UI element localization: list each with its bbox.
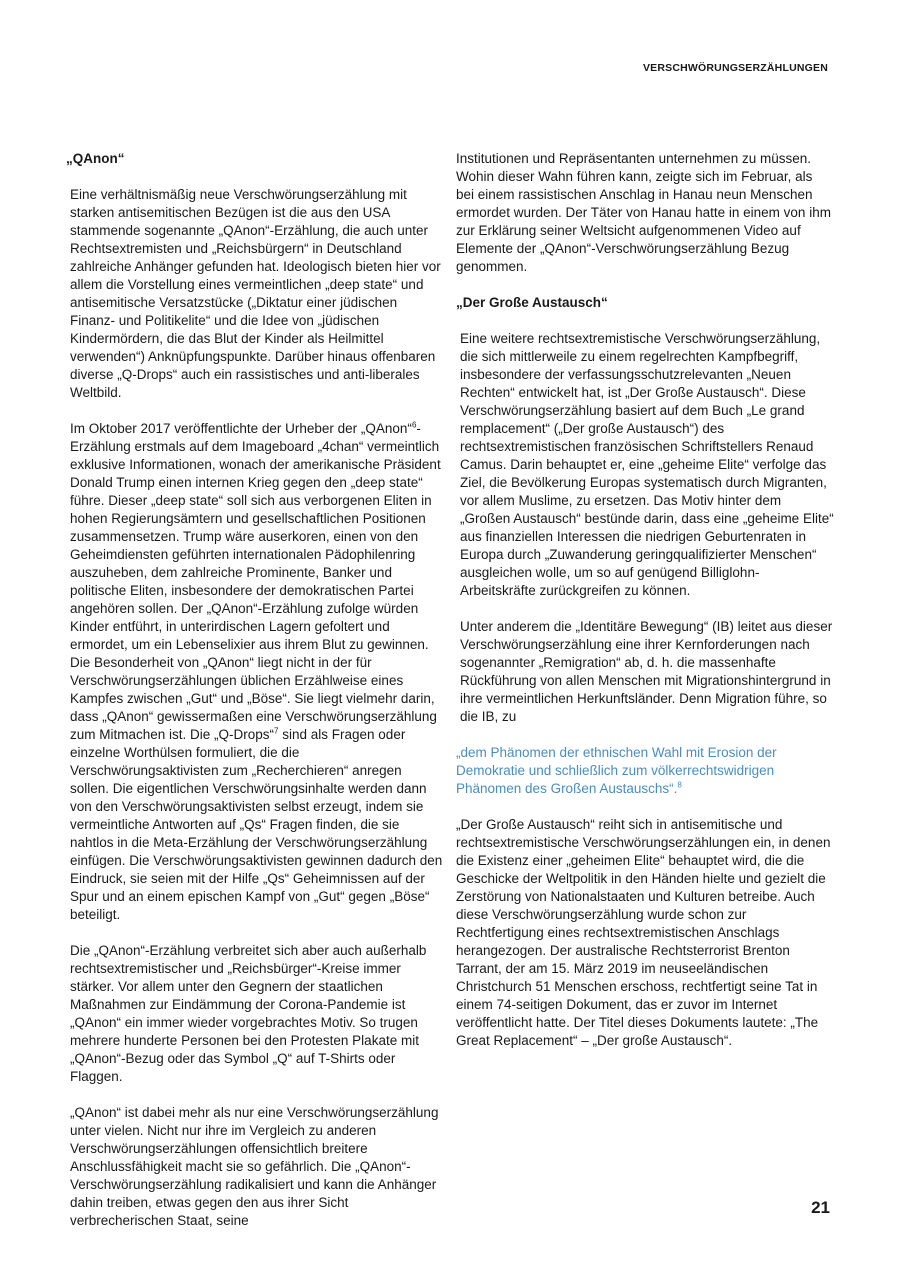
section-heading-grosser-austausch: „Der Große Austausch“ [456,295,608,310]
paragraph: Institutionen und Repräsentanten unternehmen zu müssen. Wohin dieser Wahn führen kann, zeigte sich im Februar, als bei einem rassistischen Anschlag in Hanau neun Menschen ermordet wurden. Der Täter von Hanau hatte in einem von ihm zur Erklärung seiner Weltsicht aufgenommenen Video auf Elemente der „QAnon“-Verschwörungserzählung Bezug genommen. [456,151,831,274]
section-heading-qanon: „QAnon“ [66,151,125,166]
paragraph [66,420,444,924]
paragraph: „QAnon“ ist dabei mehr als nur eine Verschwörungserzählung unter vielen. Nicht nur ihre im Vergleich zu anderen Verschwörungserzählungen offensichtlich breitere Anschlussfähigkeit macht sie so gefährlich. Die „QAnon“-Verschwörungserzählung radikalisiert und kann die Anhänger dahin treiben, etwas gegen den aus ihrer Sicht verbrecherischen Staat, seine [70,1105,439,1228]
paragraph: „Der Große Austausch“ reiht sich in antisemitische und rechtsextremistische Verschwörungserzählungen ein, in denen die Existenz einer „geheimen Elite“ behauptet wird, die die Geschicke der Weltpolitik in den Händen hielte und gezielt die Zerstörung von Nationalstaaten und Kulturen betreibe. Auch diese Verschwörungserzählung wurde schon zur Rechtfertigung eines rechtsextremistischen Anschlags herangezogen. Der australische Rechtsterrorist Brenton Tarrant, der am 15. März 2019 im neuseeländischen Christchurch 51 Menschen erschoss, rechtfertigt seine Tat in einem 74-seitigen Dokument, das er zuvor im Internet veröffentlicht hatte. Der Titel dieses Dokuments lautete: „The Great Replacement“ – „Der große Austausch“. [456,817,831,1048]
paragraph: Unter anderem die „Identitäre Bewegung“ (IB) leitet aus dieser Verschwörungserzählung eine ihrer Kernforderungen nach sogenannter „Remigration“ ab, d. h. die massenhafte Rückführung von allen Menschen mit Migrationshintergrund in ihre vermeintlichen Herkunftsländer. Denn Migration führe, so die IB, zu [460,619,833,724]
paragraph: Die „QAnon“-Erzählung verbreitet sich aber auch außerhalb rechtsextremistischer und „Reichsbürger“-Kreise immer stärker. Vor allem unter den Gegnern der staatlichen Maßnahmen zur Eindämmung der Corona-Pandemie ist „QAnon“ ein immer wieder vorgebrachtes Motiv. So trugen mehrere hunderte Personen bei den Protesten Plakate mit „QAnon“-Bezug oder das Symbol „Q“ auf T-Shirts oder Flaggen. [70,943,427,1084]
paragraph: Eine verhältnismäßig neue Verschwörungserzählung mit starken antisemitischen Bezügen ist die aus den USA stammende sogenannte „QAnon“-Erzählung, die auch unter Rechtsextremisten und „Reichsbürgern“ in Deutschland zahlreiche Anhänger gefunden hat. Ideologisch bieten hier vor allem die Vorstellung eines vermeintlichen „deep state“ und antisemitische Versatzstücke („Diktatur einer jüdischen Finanz- und Politikelite“ und die Idee von „jüdischen Kindermördern, die das Blut der Kinder als Heilmittel verwenden“) Anknüpfungspunkte. Darüber hinaus offenbaren diverse „Q-Drops“ auch ein rassistisches und anti-liberales Weltbild. [70,187,441,400]
footnote-ref: 6 [411,420,417,430]
paragraph-text: sind als Fragen oder einzelne Worthülsen formuliert, die die Verschwörungsaktivisten zum „Recherchieren“ anregen sollen. Die eigentlichen Verschwörungsinhalte werden dann von den Verschwörungsaktivisten selbst erzeugt, indem sie vermeintliche Antworten auf „Qs“ Fragen finden, die sie nahtlos in die Meta-Erzählung der Verschwörungserzählung einfügen. Die Verschwörungsaktivisten gewinnen dadurch den Eindruck, sie seien mit der Hilfe „Qs“ Geheimnissen auf der Spur und an einem epischen Kampf von „Gut“ gegen „Böse“ beteiligt. [70,727,443,922]
running-header: VERSCHWÖRUNGSERZÄHLUNGEN [642,62,828,74]
quote-text: „dem Phänomen der ethnischen Wahl mit Erosion der Demokratie und schließlich zum völkerrechtswidrigen Phänomen des Großen Austauschs“. [456,745,777,796]
paragraph-text: -Erzählung erstmals auf dem Imageboard „4chan“ vermeintlich exklusive Informationen, wonach der amerikanische Präsident Donald Trump einen internen Krieg gegen den „deep state“ führe. Dieser „deep state“ soll sich aus verborgenen Eliten in hohen Regierungsämtern und gesellschaftlichen Positionen zusammensetzen. Trump wäre auserkoren, einen von den Geheimdiensten geführten internationalen Pädophilenring auszuheben, dem zahlreiche Prominente, Banker und politische Eliten, insbesondere der demokratischen Partei angehören sollen. Der „QAnon“-Erzählung zufolge würden Kinder entführt, in unterirdischen Lagern gefoltert und ermordet, um ein Lebenselixier aus ihrem Blut zu gewinnen. Die Besonderheit von „QAnon“ liegt nicht in der für Verschwörungserzählungen üblichen Erzählweise eines Kampfes zwischen „Gut“ und „Böse“. Sie liegt vielmehr darin, dass „QAnon“ gewissermaßen eine Verschwörungserzählung zum Mitmachen ist. Die „Q-Drops“ [70,421,441,742]
page-number: 21 [811,1198,830,1217]
paragraph-text: Im Oktober 2017 veröffentlichte der Urheber der „QAnon“ [70,421,412,436]
right-column [456,150,834,1068]
footnote-ref: 8 [677,780,682,790]
footnote-ref: 7 [274,726,279,736]
paragraph: Eine weitere rechtsextremistische Verschwörungserzählung, die sich mittlerweile zu einem regelrechten Kampfbegriff, insbesondere der verfassungsschutzrelevanten „Neuen Rechten“ entwickelt hat, ist „Der Große Austausch“. Diese Verschwörungserzählung basiert auf dem Buch „Le grand remplacement“ („Der große Austausch“) des rechtsextremistischen französischen Schriftstellers Renaud Camus. Darin behauptet er, eine „geheime Elite“ verfolge das Ziel, die Bevölkerung Europas systematisch durch Migranten, vor allem Muslime, zu ersetzen. Das Motiv hinter dem „Großen Austausch“ bestünde darin, dass eine „geheime Elite“ aus finanziellen Interessen die niedrigen Geburtenraten in Europa durch „Zuwanderung geringqualifizierter Menschen“ ausgleichen wolle, um so auf genügend Billiglohn-Arbeitskräfte zurückgreifen zu können. [460,331,834,598]
left-column [66,150,444,1248]
block-quote [456,744,834,798]
